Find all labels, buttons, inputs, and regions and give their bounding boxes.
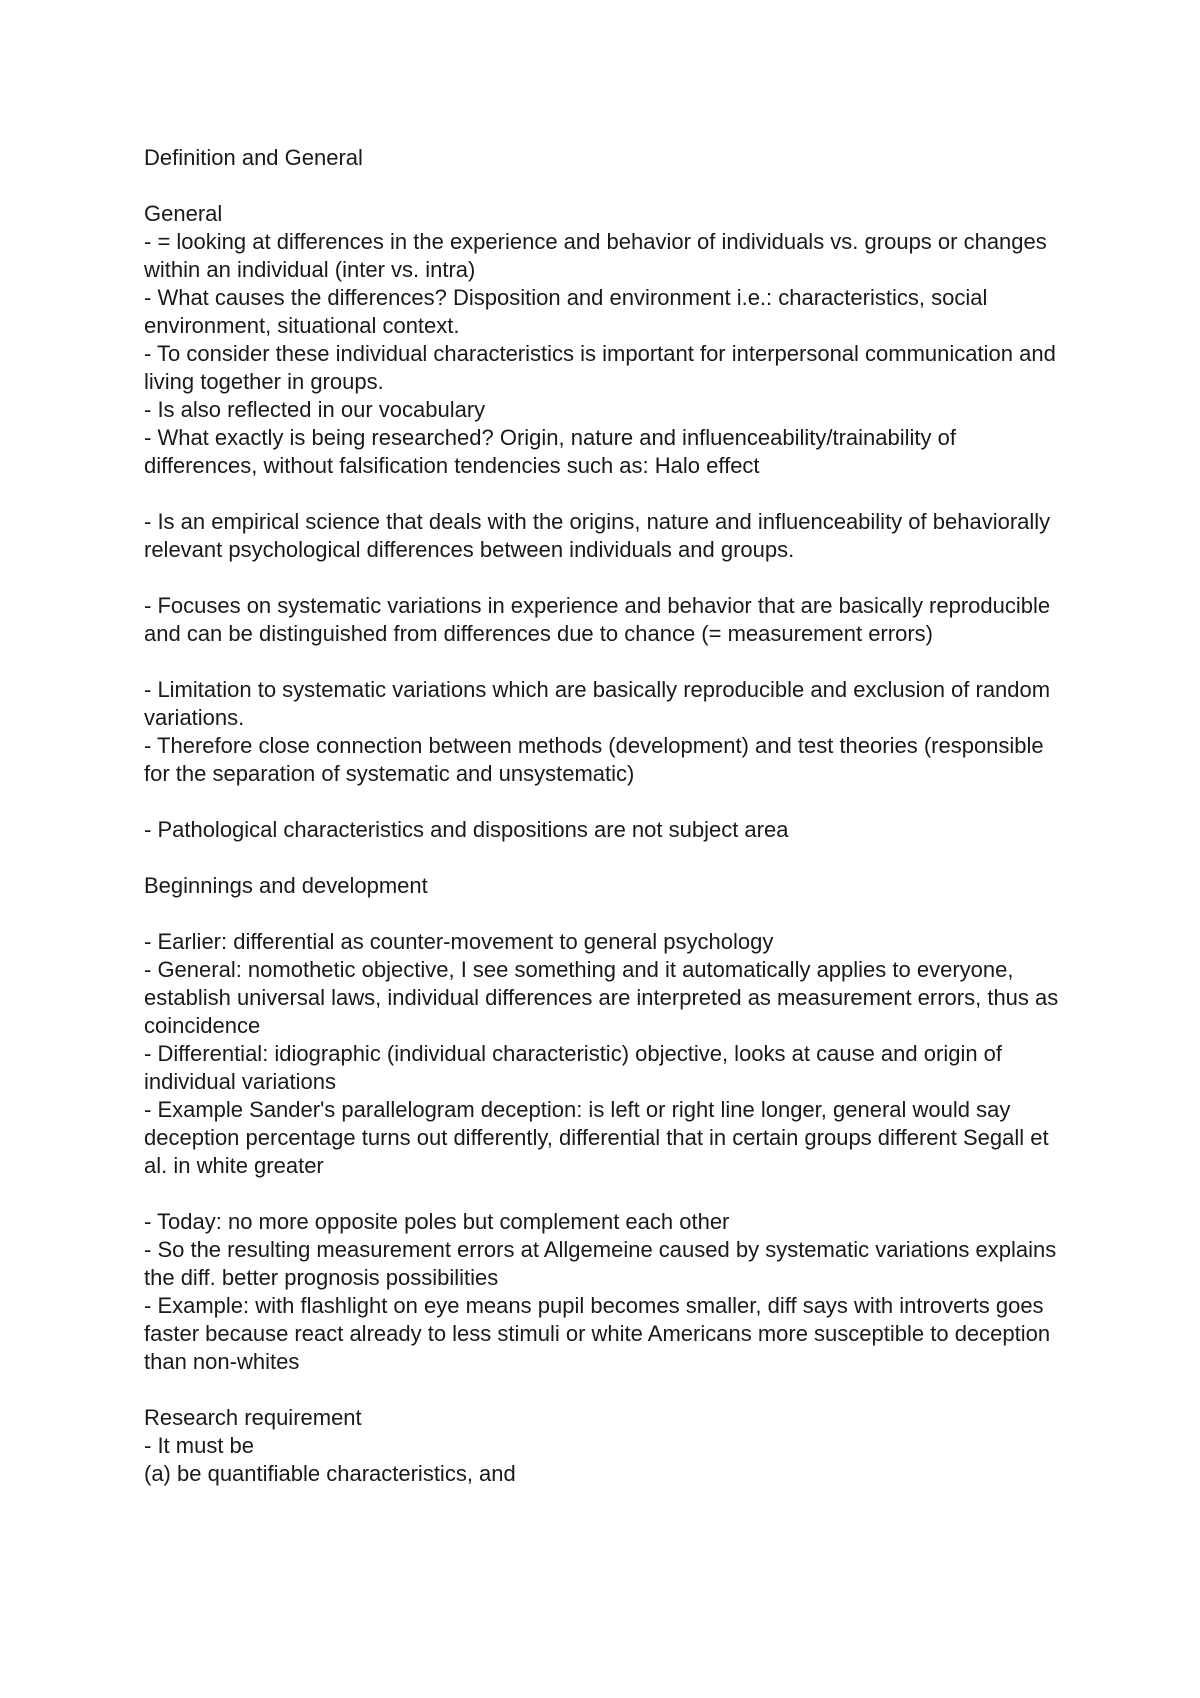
paragraph: - Today: no more opposite poles but complement each other — [144, 1209, 730, 1234]
paragraph: - Pathological characteristics and dispositions are not subject area — [144, 817, 789, 842]
blank-line — [144, 1376, 1074, 1404]
paragraph: - So the resulting measurement errors at Allgemeine caused by systematic variations explains the diff. better prognosis possibilities — [144, 1237, 1063, 1290]
paragraph: (a) be quantifiable characteristics, and — [144, 1461, 516, 1486]
document-title: Definition and General — [144, 145, 363, 170]
paragraph: - Focuses on systematic variations in experience and behavior that are basically reproducible and can be distinguished from differences due to chance (= measurement errors) — [144, 593, 1057, 646]
paragraph: - Earlier: differential as counter-movement to general psychology — [144, 929, 774, 954]
blank-line — [144, 1180, 1074, 1208]
blank-line — [144, 648, 1074, 676]
paragraph: - Limitation to systematic variations which are basically reproducible and exclusion of random variations. — [144, 677, 1057, 730]
paragraph: - General: nomothetic objective, I see something and it automatically applies to everyone, establish universal laws, individual differences are interpreted as measurement errors, thus as coincidence — [144, 957, 1065, 1038]
paragraph: - Example Sander's parallelogram deception: is left or right line longer, general would say deception percentage turns out differently, differential that in certain groups different Segall et al. in white greater — [144, 1097, 1055, 1178]
blank-line — [144, 564, 1074, 592]
blank-line — [144, 172, 1074, 200]
paragraph: - Therefore close connection between methods (development) and test theories (responsible for the separation of systematic and unsystematic) — [144, 733, 1050, 786]
paragraph: - Example: with flashlight on eye means pupil becomes smaller, diff says with introverts goes faster because react already to less stimuli or white Americans more susceptible to deception than non-whites — [144, 1293, 1057, 1374]
blank-line — [144, 900, 1074, 928]
blank-line — [144, 788, 1074, 816]
section-heading-general: General — [144, 201, 223, 226]
paragraph: - It must be — [144, 1433, 255, 1458]
blank-line — [144, 844, 1074, 872]
paragraph: - To consider these individual characteristics is important for interpersonal communication and living together in groups. — [144, 341, 1062, 394]
paragraph: - Is an empirical science that deals with the origins, nature and influenceability of behaviorally relevant psychological differences between individuals and groups. — [144, 509, 1057, 562]
paragraph: - What exactly is being researched? Origin, nature and influenceability/trainability of differences, without falsification tendencies such as: Halo effect — [144, 425, 963, 478]
paragraph: - What causes the differences? Disposition and environment i.e.: characteristics, social environment, situational context. — [144, 285, 994, 338]
blank-line — [144, 480, 1074, 508]
document-page — [144, 144, 1074, 1488]
paragraph: - Is also reflected in our vocabulary — [144, 397, 486, 422]
section-heading-research: Research requirement — [144, 1405, 362, 1430]
section-heading-beginnings: Beginnings and development — [144, 873, 428, 898]
paragraph: - Differential: idiographic (individual characteristic) objective, looks at cause and origin of individual variations — [144, 1041, 1009, 1094]
paragraph: - = looking at differences in the experience and behavior of individuals vs. groups or changes within an individual (inter vs. intra) — [144, 229, 1053, 282]
